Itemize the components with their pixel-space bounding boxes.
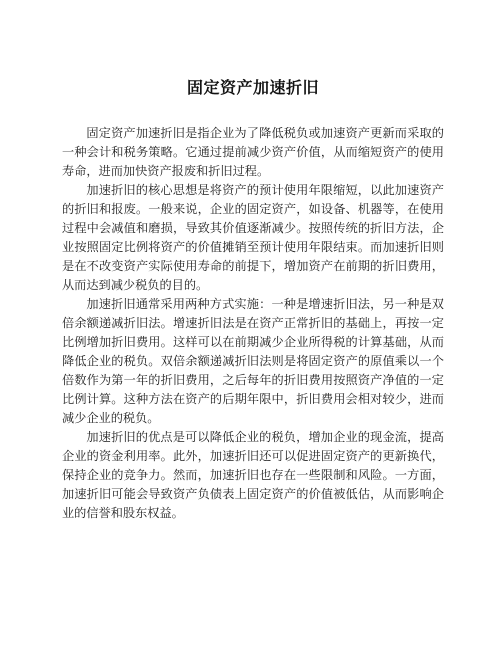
paragraph-3: 加速折旧通常采用两种方式实施：一种是增速折旧法，另一种是双倍余额递减折旧法。增速折旧法是在资产正常折旧的基础上，再按一定比例增加折旧费用。这样可以在前期减少企业所得税的计算基础，从而降低企业的税负。双倍余额递减折旧法则是将固定资产的原值乘以一个倍数作为第一年的折旧费用，之后每年的折旧费用按照资产净值的一定比例计算。这种方法在资产的后期年限中，折旧费用会相对较少，进而减少企业的税负。 <box>62 297 444 425</box>
paragraph-4: 加速折旧的优点是可以降低企业的税负，增加企业的现金流，提高企业的资金利用率。此外，加速折旧还可以促进固定资产的更新换代，保持企业的竞争力。然而，加速折旧也存在一些限制和风险。一方面，加速折旧可能会导致资产负债表上固定资产的价值被低估，从而影响企业的信誉和股东权益。 <box>62 430 444 520</box>
paragraph-1: 固定资产加速折旧是指企业为了降低税负或加速资产更新而采取的一种会计和税务策略。它通过提前减少资产价值，从而缩短资产的使用寿命，进而加快资产报废和折旧过程。 <box>62 126 444 178</box>
document-title: 固定资产加速折旧 <box>186 78 319 97</box>
document-body <box>62 124 444 523</box>
paragraph-2: 加速折旧的核心思想是将资产的预计使用年限缩短，以此加速资产的折旧和报废。一般来说，企业的固定资产，如设备、机器等，在使用过程中会减值和磨损，导致其价值逐渐减少。按照传统的折旧方法，企业按照固定比例将资产的价值摊销至预计使用年限结束。而加速折旧则是在不改变资产实际使用寿命的前提下，增加资产在前期的折旧费用，从而达到减少税负的目的。 <box>62 183 444 292</box>
